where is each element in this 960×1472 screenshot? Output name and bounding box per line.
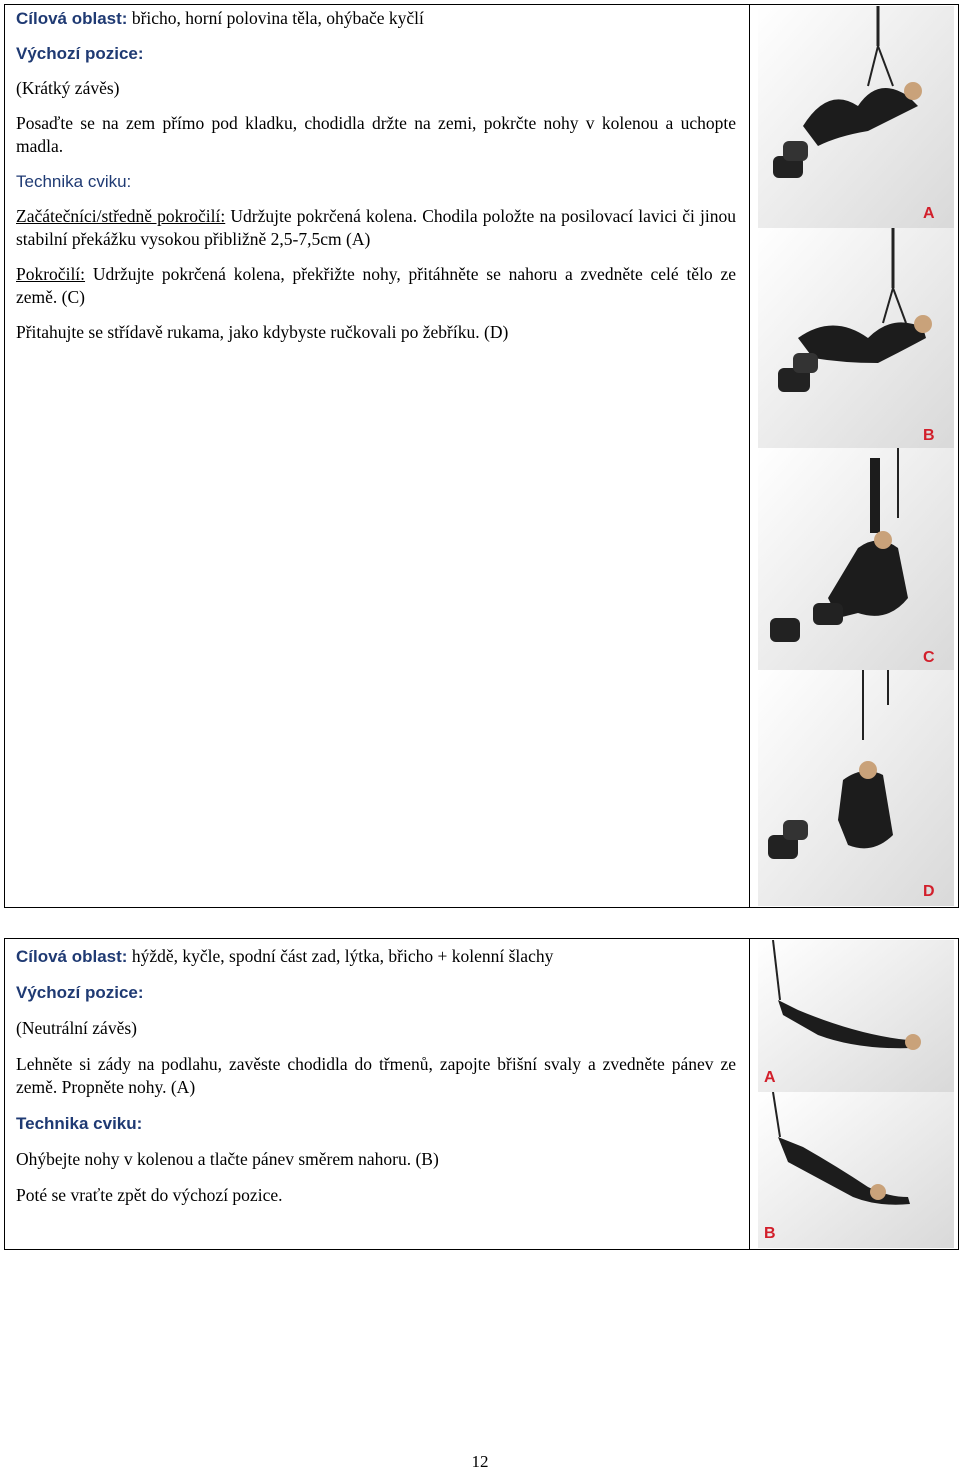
exercise-2-column-divider xyxy=(749,938,750,1250)
target-area-label: Cílová oblast: xyxy=(16,9,128,28)
panel-letter-a-2: A xyxy=(764,1069,776,1086)
exercise-2-photo-b xyxy=(758,1092,954,1248)
return-text-2: Poté se vraťte zpět do výchozí pozice. xyxy=(16,1185,283,1205)
exercise-1-photo-d xyxy=(758,670,954,906)
page-number: 12 xyxy=(471,1452,489,1471)
beginner-text: Udržujte pokrčená kolena. Chodila položte na posilovací lavici či jinou stabilní překážku vysokou přibližně 2,5-7,5cm (A) xyxy=(16,206,736,249)
target-area-line-2 xyxy=(16,945,736,968)
exercise-2-photo-a xyxy=(758,940,954,1092)
panel-letter-d: D xyxy=(923,883,935,900)
alternate-text: Přitahujte se střídavě rukama, jako kdybyste ručkovali po žebříku. (D) xyxy=(16,322,509,342)
technique-text-2: Ohýbejte nohy v kolenou a tlačte pánev směrem nahoru. (B) xyxy=(16,1149,439,1169)
start-position-text: Posaďte se na zem přímo pod kladku, chodidla držte na zemi, pokrčte nohy v kolenou a uchopte madla. xyxy=(16,113,736,156)
exercise-1-photo-b xyxy=(758,228,954,448)
technique-label-2: Technika cviku: xyxy=(16,1114,143,1133)
target-area-text-2: hýždě, kyčle, spodní část zad, lýtka, břicho + kolenní šlachy xyxy=(131,946,554,966)
panel-letter-c: C xyxy=(923,649,935,666)
target-area-line xyxy=(16,7,736,30)
target-area-text: břicho, horní polovina těla, ohýbače kyčlí xyxy=(131,8,424,28)
panel-letter-b-2: B xyxy=(764,1225,776,1242)
advanced-line xyxy=(16,263,736,309)
advanced-text: Udržujte pokrčená kolena, překřižte nohy, přitáhněte se nahoru a zvedněte celé tělo ze země. (C) xyxy=(16,264,736,307)
start-position-label: Výchozí pozice: xyxy=(16,44,144,63)
beginner-label: Začátečníci/středně pokročilí: xyxy=(16,206,226,226)
advanced-label: Pokročilí: xyxy=(16,264,86,284)
technique-label: Technika cviku: xyxy=(16,172,132,191)
start-position-label-2: Výchozí pozice: xyxy=(16,983,144,1002)
exercise-1-text xyxy=(16,7,736,344)
suspension-type: (Krátký závěs) xyxy=(16,78,120,98)
exercise-1-column-divider xyxy=(749,4,750,908)
start-position-text-2: Lehněte si zády na podlahu, zavěste chodidla do třmenů, zapojte břišní svaly a zvedněte pánev ze země. Propněte nohy. (A) xyxy=(16,1054,736,1097)
exercise-2-text xyxy=(16,945,736,1207)
target-area-label-2: Cílová oblast: xyxy=(16,947,128,966)
panel-letter-a: A xyxy=(923,205,935,222)
panel-letter-b: B xyxy=(923,427,935,444)
exercise-1-photo-a xyxy=(758,6,954,228)
suspension-type-2: (Neutrální závěs) xyxy=(16,1018,137,1038)
exercise-1-photo-c xyxy=(758,448,954,670)
beginner-line xyxy=(16,205,736,251)
